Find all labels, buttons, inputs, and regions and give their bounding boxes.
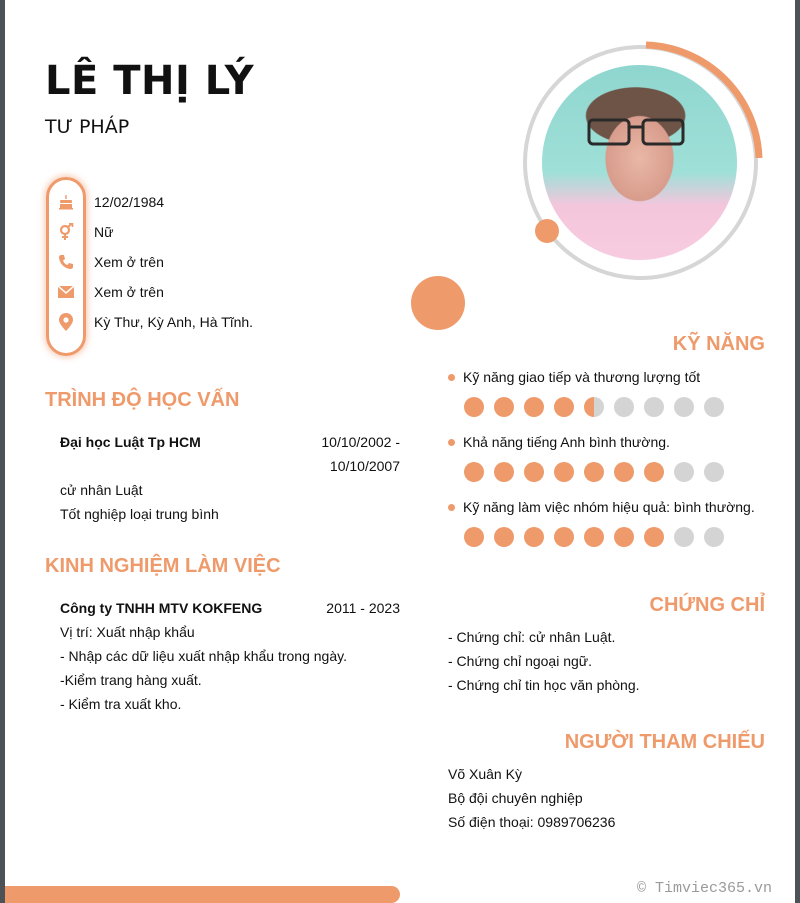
- skill-rating: [464, 397, 724, 417]
- rating-dot: [704, 527, 724, 547]
- gender-icon: [56, 222, 76, 242]
- education-degree: cử nhân Luật: [60, 482, 143, 498]
- rating-dot: [494, 397, 514, 417]
- skills-heading: KỸ NĂNG: [672, 333, 765, 355]
- location-pin-icon: [56, 312, 76, 332]
- skill-bullet-icon: [448, 439, 455, 446]
- rating-dot: [644, 397, 664, 417]
- rating-dot: [554, 527, 574, 547]
- decorative-dot-small: [535, 219, 559, 243]
- rating-dot: [614, 397, 634, 417]
- contact-address: Kỳ Thư, Kỳ Anh, Hà Tĩnh.: [94, 314, 254, 330]
- skill-rating: [464, 462, 724, 482]
- education-school: Đại học Luật Tp HCM: [60, 434, 201, 450]
- rating-dot: [704, 397, 724, 417]
- contact-gender: Nữ: [94, 224, 114, 240]
- contact-email: Xem ở trên: [94, 284, 164, 300]
- decorative-arc: [520, 40, 764, 284]
- reference-position: Bộ đội chuyên nghiệp: [448, 790, 583, 806]
- rating-dot: [704, 462, 724, 482]
- decorative-bottom-bar: [5, 886, 400, 903]
- rating-dot: [584, 397, 604, 417]
- certificate-line: - Chứng chỉ tin học văn phòng.: [448, 677, 640, 693]
- job-title: TƯ PHÁP: [45, 116, 130, 138]
- page-frame-left: [0, 0, 5, 903]
- contact-birthdate: 12/02/1984: [94, 194, 165, 210]
- watermark: © Timviec365.vn: [636, 880, 772, 897]
- skill-rating: [464, 527, 724, 547]
- skill-label: Kỹ năng giao tiếp và thương lượng tốt: [463, 369, 701, 385]
- phone-icon: [56, 252, 76, 272]
- rating-dot: [464, 527, 484, 547]
- rating-dot: [524, 397, 544, 417]
- page-frame-right: [795, 0, 800, 903]
- reference-phone: Số điện thoại: 0989706236: [448, 814, 616, 830]
- rating-dot: [614, 527, 634, 547]
- certificates-heading: CHỨNG CHỈ: [649, 594, 765, 616]
- experience-line: - Kiểm tra xuất kho.: [60, 696, 182, 712]
- rating-dot: [614, 462, 634, 482]
- decorative-dot-large: [411, 276, 465, 330]
- rating-dot: [524, 527, 544, 547]
- rating-dot: [494, 462, 514, 482]
- skill-bullet-icon: [448, 374, 455, 381]
- rating-dot: [464, 397, 484, 417]
- certificate-line: - Chứng chỉ ngoại ngữ.: [448, 653, 593, 669]
- rating-dot: [674, 462, 694, 482]
- skill-bullet-icon: [448, 504, 455, 511]
- experience-line: Vị trí: Xuất nhập khẩu: [60, 624, 195, 640]
- contact-phone: Xem ở trên: [94, 254, 164, 270]
- rating-dot: [554, 462, 574, 482]
- rating-dot: [464, 462, 484, 482]
- rating-dot: [674, 527, 694, 547]
- rating-dot: [644, 527, 664, 547]
- rating-dot: [524, 462, 544, 482]
- candidate-name: LÊ THỊ LÝ: [45, 58, 255, 104]
- rating-dot: [674, 397, 694, 417]
- experience-company: Công ty TNHH MTV KOKFENG: [60, 600, 263, 616]
- experience-line: - Nhập các dữ liệu xuất nhập khẩu trong ngày.: [60, 648, 347, 664]
- education-date-start: 10/10/2002 -: [321, 434, 400, 450]
- rating-dot: [494, 527, 514, 547]
- certificate-line: - Chứng chỉ: cử nhân Luật.: [448, 629, 616, 645]
- experience-period: 2011 - 2023: [326, 600, 400, 616]
- email-icon: [56, 282, 76, 302]
- education-heading: TRÌNH ĐỘ HỌC VẤN: [45, 389, 240, 411]
- experience-heading: KINH NGHIỆM LÀM VIỆC: [45, 555, 281, 577]
- rating-dot: [584, 462, 604, 482]
- skill-label: Khả năng tiếng Anh bình thường.: [463, 434, 670, 450]
- rating-dot: [554, 397, 574, 417]
- experience-line: -Kiểm trang hàng xuất.: [60, 672, 202, 688]
- education-grade: Tốt nghiệp loại trung bình: [60, 506, 219, 522]
- rating-dot: [644, 462, 664, 482]
- rating-dot: [584, 527, 604, 547]
- education-date-end: 10/10/2007: [329, 458, 400, 474]
- reference-name: Võ Xuân Kỳ: [448, 766, 522, 782]
- references-heading: NGƯỜI THAM CHIẾU: [564, 731, 765, 753]
- skill-label: Kỹ năng làm việc nhóm hiệu quả: bình thường.: [463, 499, 755, 515]
- birthday-cake-icon: [56, 192, 76, 212]
